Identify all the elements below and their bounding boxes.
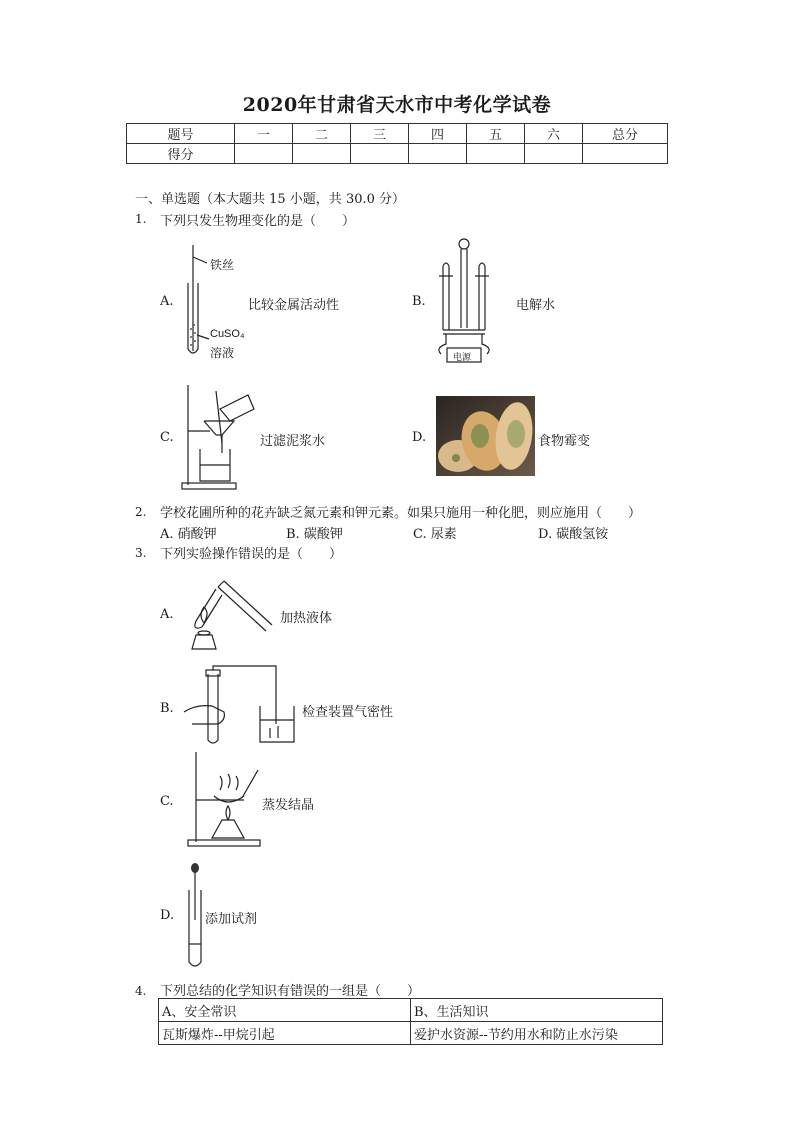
section-heading: 一、单选题（本大题共 15 小题，共 30.0 分） — [135, 192, 406, 207]
score-input-cell[interactable] — [293, 144, 351, 164]
table-row — [159, 1022, 663, 1045]
option-caption: 电解水 — [516, 298, 556, 313]
score-header-cell: 总分 — [583, 124, 668, 144]
heating-liquid-figure — [186, 573, 278, 655]
option-caption: 比较金属活动性 — [248, 298, 340, 313]
score-input-cell[interactable] — [351, 144, 409, 164]
option-letter[interactable]: A. — [160, 294, 174, 309]
option-caption: 检查装置气密性 — [302, 705, 394, 720]
question-text: 下列实验操作错误的是（ ） — [160, 547, 343, 562]
moldy-bread-photo — [436, 396, 535, 476]
score-header-cell: 五 — [467, 124, 525, 144]
option-caption: 食物霉变 — [538, 434, 591, 449]
score-header-cell: 一 — [235, 124, 293, 144]
option-letter[interactable]: C. — [160, 794, 174, 809]
dropper-adding-reagent-figure — [184, 862, 206, 970]
electrolysis-apparatus-figure — [435, 238, 495, 366]
score-table-header-row — [127, 124, 668, 144]
page-title: 2020年甘肃省天水市中考化学试卷 — [242, 94, 552, 116]
knowledge-table — [158, 998, 663, 1045]
figure-label: CuSO₄ — [210, 328, 245, 340]
table-row — [159, 999, 663, 1022]
option-d[interactable]: D. 碳酸氢铵 — [538, 527, 609, 542]
table-cell: 瓦斯爆炸--甲烷引起 — [159, 1022, 411, 1045]
option-c[interactable]: C. 尿素 — [413, 527, 457, 542]
option-letter[interactable]: A. — [160, 607, 174, 622]
score-header-cell: 三 — [351, 124, 409, 144]
airtightness-check-figure — [182, 668, 300, 746]
option-letter[interactable]: C. — [160, 430, 174, 445]
figure-label: 铁丝 — [210, 258, 235, 272]
option-b[interactable]: B. 碳酸钾 — [286, 527, 343, 542]
figure-label: 溶液 — [210, 346, 235, 360]
table-cell: B、生活知识 — [411, 999, 663, 1022]
option-caption: 加热液体 — [280, 611, 333, 626]
question-number: 3. — [135, 546, 147, 560]
question-text: 学校花圃所种的花卉缺乏氮元素和钾元素。如果只施用一种化肥，则应施用（ ） — [160, 506, 642, 521]
table-cell: 爱护水资源--节约用水和防止水污染 — [411, 1022, 663, 1045]
question-text: 下列只发生物理变化的是（ ） — [160, 214, 356, 229]
question-text: 下列总结的化学知识有错误的一组是（ ） — [160, 984, 421, 999]
score-header-cell: 二 — [293, 124, 351, 144]
option-a[interactable]: A. 硝酸钾 — [160, 527, 217, 542]
score-table-score-row — [127, 144, 668, 164]
evaporation-crystallization-figure — [186, 750, 264, 848]
question-number: 2. — [135, 505, 147, 519]
option-letter[interactable]: B. — [160, 701, 174, 716]
score-table — [126, 123, 668, 164]
option-letter[interactable]: B. — [412, 294, 426, 309]
score-header-cell: 题号 — [127, 124, 235, 144]
score-header-cell: 四 — [409, 124, 467, 144]
score-row-label: 得分 — [127, 144, 235, 164]
option-caption: 添加试剂 — [205, 912, 258, 927]
option-caption: 过滤泥浆水 — [260, 434, 326, 449]
option-caption: 蒸发结晶 — [262, 798, 315, 813]
question-number: 1. — [135, 212, 147, 226]
table-cell: A、安全常识 — [159, 999, 411, 1022]
score-input-cell[interactable] — [409, 144, 467, 164]
score-input-cell[interactable] — [583, 144, 668, 164]
option-letter[interactable]: D. — [160, 908, 175, 923]
question-number: 4. — [135, 984, 147, 998]
filtration-apparatus-figure — [182, 383, 262, 491]
score-input-cell[interactable] — [525, 144, 583, 164]
score-input-cell[interactable] — [235, 144, 293, 164]
figure-label: 电源 — [453, 353, 472, 363]
score-header-cell: 六 — [525, 124, 583, 144]
score-input-cell[interactable] — [467, 144, 525, 164]
option-letter[interactable]: D. — [412, 430, 427, 445]
